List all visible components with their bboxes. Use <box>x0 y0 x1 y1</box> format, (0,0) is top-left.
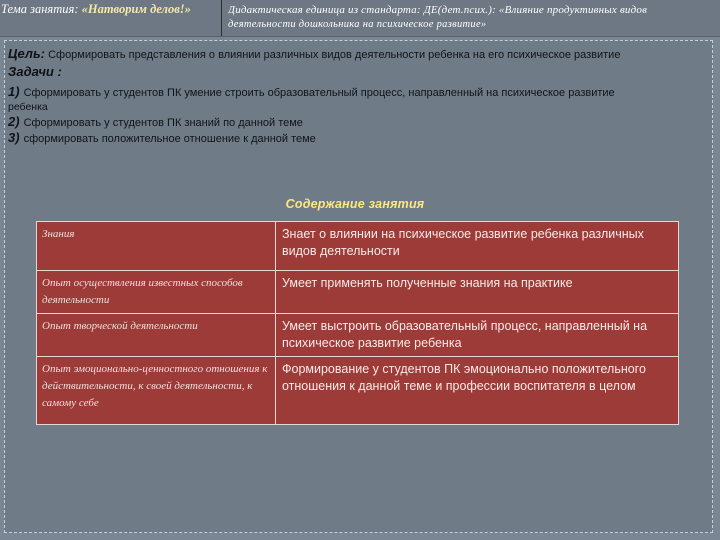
didactic-unit-cell <box>228 0 720 36</box>
experience-type-cell: Опыт творческой деятельности <box>37 314 276 357</box>
topic-label: Тема занятия: <box>1 2 82 16</box>
outcome-cell: Умеет выстроить образовательный процесс, направленный на психическое развитие ребенка <box>276 314 679 357</box>
outcome-cell: Формирование у студентов ПК эмоционально положительного отношения к данной теме и профессии воспитателя в целом <box>276 357 679 425</box>
tasks-label: Задачи : <box>8 64 62 79</box>
experience-type-cell: Знания <box>37 222 276 271</box>
goal-label: Цель: <box>8 46 46 61</box>
lesson-content-table <box>36 221 679 425</box>
goals-section <box>8 47 712 147</box>
task-item <box>8 115 712 130</box>
didactic-unit-line-2: деятельности дошкольника на психическое развитие» <box>228 19 487 30</box>
task-item <box>8 85 712 114</box>
task-text: Сформировать у студентов ПК умение строить образовательный процесс, направленный на психическое развитие <box>23 87 615 99</box>
task-number: 1) <box>8 84 20 99</box>
outcome-cell: Умеет применять полученные знания на практике <box>276 271 679 314</box>
task-text-continued: ребенка <box>8 101 48 113</box>
topic-name: «Натворим делов!» <box>81 2 191 16</box>
table-row <box>37 271 679 314</box>
table-row <box>37 314 679 357</box>
goal-text: Сформировать представления о влиянии различных видов деятельности ребенка на его психическое развитие <box>45 49 621 61</box>
section-title: Содержание занятия <box>285 197 425 211</box>
didactic-unit-line-1: Дидактическая единица из стандарта: ДЕ(дет.псих.): «Влияние продуктивных видов <box>228 4 648 16</box>
experience-type-cell: Опыт эмоционально-ценностного отношения к действительности, к своей деятельности, к самому себе <box>37 357 276 425</box>
task-item <box>8 131 712 146</box>
task-number: 2) <box>8 114 20 129</box>
tasks-heading <box>8 65 712 80</box>
table-row <box>37 222 679 271</box>
outcome-cell: Знает о влиянии на психическое развитие ребенка различных видов деятельности <box>276 222 679 271</box>
topic-cell <box>0 0 222 36</box>
experience-type-cell: Опыт осуществления известных способов деятельности <box>37 271 276 314</box>
task-number: 3) <box>8 130 20 145</box>
table-row <box>37 357 679 425</box>
goal-row <box>8 47 712 62</box>
task-text: сформировать положительное отношение к данной теме <box>23 133 316 145</box>
task-text: Сформировать у студентов ПК знаний по данной теме <box>23 117 303 129</box>
header-bar <box>0 0 720 37</box>
